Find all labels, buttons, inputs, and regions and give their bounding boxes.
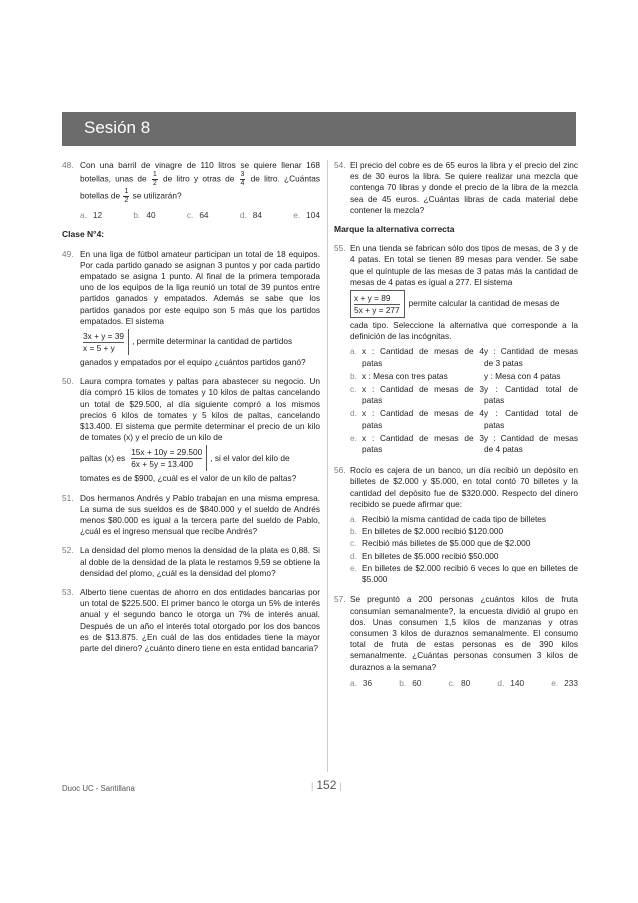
option[interactable]: d. 140 — [497, 677, 525, 688]
fraction: $\frac{1}{2}$ — [124, 188, 129, 205]
question-number: 48. — [62, 160, 74, 170]
right-column — [334, 160, 578, 697]
answer-options — [350, 678, 578, 689]
option[interactable]: b. x : Mesa con tres patas y : Mesa con 4 patas — [350, 370, 561, 381]
equation-system: 3x + y = 39 x = 5 + y — [80, 329, 129, 355]
question-text: Dos hermanos Andrés y Pablo trabajan en una misma empresa. La suma de sus sueldos es de $840.000 y el sueldo de Andrés menos $80.000 es igual a la tercera parte del sueldo de Pablo, ¿cuál es el ingreso mensual que recibe Andrés? — [80, 492, 320, 537]
question-text: de litro y otras de — [162, 173, 235, 184]
option[interactable]: b. 40 — [133, 210, 156, 221]
session-header — [62, 112, 576, 146]
option[interactable]: c. 64 — [186, 210, 209, 221]
option[interactable]: a. x : Cantidad de mesas de 4 patas y : Cantidad de mesas de 3 patas — [350, 346, 578, 368]
session-title: Sesión 8 — [84, 118, 151, 137]
equation-system: 15x + 10y = 29.500 6x + 5y = 13.400 — [128, 445, 207, 471]
option[interactable]: e. x : Cantidad de mesas de 3 patas y : Cantidad de mesas de 4 patas — [350, 432, 578, 455]
question-number: 54. — [334, 160, 346, 170]
question-53 — [62, 587, 320, 654]
option[interactable]: a. 12 — [80, 210, 103, 221]
left-column — [62, 160, 320, 662]
question-50 — [62, 376, 320, 484]
question-54 — [334, 160, 578, 216]
publisher-brand: Duoc UC - Santillana — [62, 784, 135, 793]
option[interactable]: d. 84 — [239, 210, 262, 221]
question-text: Con una barril de vinagre de 110 litros se quiere llenar 168 botellas, unas de — [80, 160, 320, 184]
option[interactable]: b. En billetes de $2.000 recibió $120.000 — [350, 526, 504, 537]
answer-options — [350, 514, 578, 585]
answer-options — [80, 210, 320, 221]
equation-system: x + y = 89 5x + y = 277 — [350, 290, 405, 318]
question-text: permite calcular la cantidad de mesas de — [408, 298, 560, 309]
question-52 — [62, 545, 320, 579]
page-footer — [62, 778, 576, 798]
fraction: $\frac{1}{2}$ — [152, 171, 157, 188]
question-text: La densidad del plomo menos la densidad de la plata es 0,88. Si al doble de la densidad de la plata le restamos 9,59 se obtiene la densidad del plomo, ¿cuál es la densidad del plomo? — [80, 545, 320, 578]
question-number: 50. — [62, 376, 74, 387]
option[interactable]: b. 60 — [399, 677, 422, 688]
question-text: paltas (x) es — [80, 452, 126, 463]
option[interactable]: c. Recibió más billetes de $5.000 que de $2.000 — [350, 538, 531, 549]
option[interactable]: d. En billetes de $5.000 recibió $50.000 — [350, 550, 499, 561]
question-57 — [334, 594, 578, 689]
question-text: Alberto tiene cuentas de ahorro en dos entidades bancarias por un total de $225.500. El primer banco le otorga un 5% de interés anual y el segundo banco le otorga un 7% de interés anual. Después de un año el interés total otorgado por los dos bancos es de $13.875. ¿En cuál de las dos entidades tiene la mayor parte del dinero? ¿cuánto dinero tiene en esta entidad bancaria? — [80, 587, 320, 654]
question-text: de litro. ¿Cuántas botellas de — [80, 173, 321, 201]
question-51 — [62, 493, 320, 538]
option[interactable]: d. x : Cantidad de mesas de 4 patas y : Cantidad total de patas — [350, 408, 578, 430]
option[interactable]: e. 233 — [551, 677, 578, 688]
question-text: En una liga de fútbol amateur participan un total de 18 equipos. Por cada partido ganado se asignan 3 puntos y por cada partido empatado se asigna 1 punto. Al final de la primera temporada uno de los equipos de la liga reunió un total de 39 puntos entre partidos ganados y empatados. Además se sabe que los partidos ganados por este equipo son 5 más que los partidos empatados. El sistema — [80, 248, 320, 326]
question-text: se utilizarán? — [132, 190, 182, 201]
section-heading: Marque la alternativa correcta — [334, 224, 455, 235]
section-heading: Clase N°4: — [62, 229, 105, 240]
question-number: 49. — [62, 248, 74, 259]
question-number: 57. — [334, 594, 346, 605]
question-number: 55. — [334, 243, 346, 254]
question-text: En una tienda se fabrican sólo dos tipos de mesas, de 3 y de 4 patas. En total se tienen 89 mesas para vender. Se sabe que el quíntuple de las mesas de 3 patas más la cantidad de mesas de 4 patas es igual a 277. El sistema — [350, 243, 578, 287]
question-number: 51. — [62, 492, 74, 503]
question-56 — [334, 465, 578, 586]
question-number: 53. — [62, 587, 74, 598]
question-text: ganados y empatados por el equipo ¿cuántos partidos ganó? — [80, 357, 306, 368]
question-text: , permite determinar la cantidad de partidos — [132, 336, 293, 347]
question-number: 56. — [334, 465, 346, 476]
option[interactable]: a. Recibió la misma cantidad de cada tipo de billetes — [350, 514, 547, 525]
option[interactable]: a. 36 — [350, 677, 373, 688]
question-text: tomates es de $900, ¿cuál es el valor de un kilo de paltas? — [80, 473, 297, 484]
question-text: , si el valor del kilo de — [210, 452, 290, 463]
question-48 — [62, 160, 320, 221]
page-number: | 152 | — [308, 778, 345, 792]
option[interactable]: c. 80 — [448, 677, 471, 688]
question-text: El precio del cobre es de 65 euros la libra y el precio del zinc es de 30 euros la libra. Se quiere realizar una mezcla que contenga 70 libras y donde el precio de la libra de la mezcla sea de 45 euros. ¿Cuántas libras de cada material debe contener la mezcla? — [350, 160, 578, 215]
question-text: Rocío es cajera de un banco, un día recibió un depósito en billetes de $2.000 y $5.000, en total contó 70 billetes y la cantidad del depósito fue de $320.000. Respecto del dinero recibido se puede afirmar que: — [350, 465, 578, 509]
question-text: cada tipo. Seleccione la alternativa que corresponde a la definición de las incógnitas. — [350, 320, 578, 342]
option[interactable]: e. 104 — [293, 210, 320, 221]
question-text: Se preguntó a 200 personas ¿cuántos kilos de fruta consumían semanalmente?, la encuesta dividió al grupo en dos. Unas consumen 1,5 kilos de manzanas y otras consumen 3 kilos de duraznos semanalmente. El consumo total de fruta de estas personas es de 390 kilos semanalmente. ¿Cuántas personas consumen 3 kilos de duraznos a la semana? — [350, 594, 578, 672]
answer-options — [350, 346, 578, 455]
question-55 — [334, 243, 578, 457]
question-49 — [62, 249, 320, 369]
fraction: $\frac{3}{4}$ — [240, 171, 245, 188]
question-number: 52. — [62, 545, 74, 556]
option[interactable]: c. x : Cantidad de mesas de 3 patas y : Cantidad total de patas — [350, 384, 578, 406]
option[interactable]: e. En billetes de $2.000 recibió 6 veces lo que en billetes de $5.000 — [350, 562, 578, 585]
column-divider — [327, 160, 328, 772]
question-text: Laura compra tomates y paltas para abastecer su negocio. Un día compró 15 kilos de tomates y 10 kilos de paltas cancelando un total de $29.500, al día siguiente compró a los mismos precios 6 kilos de tomates y 5 kilos de paltas, cancelando $13.400. El sistema que permite determinar el precio de un kilo de tomates (x) y el precio de un kilo de — [80, 376, 320, 443]
